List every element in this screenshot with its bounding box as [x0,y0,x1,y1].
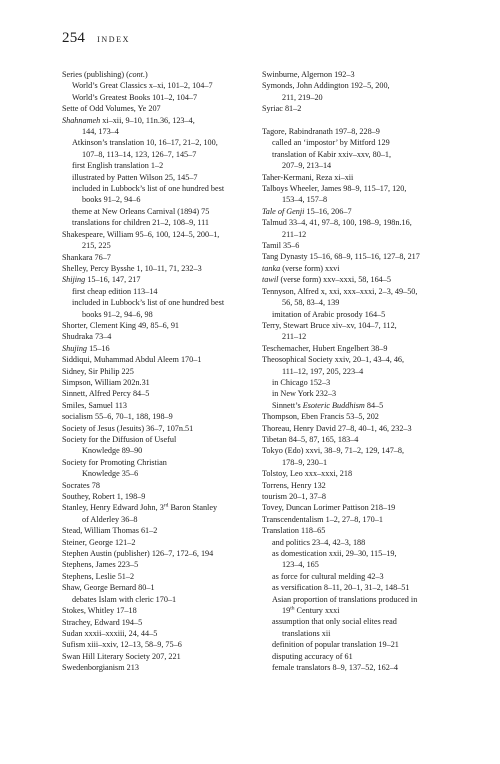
index-subentry [262,616,472,627]
index-entry [262,445,472,456]
index-subentry [262,594,472,605]
index-subentry [62,309,262,320]
index-entry-text: Theosophical Society xxiv, 20–1, 43–4, 46, [262,355,405,365]
index-entry-text: translation of Kabir xxiv–xxv, 80–1, [272,149,392,159]
index-subentry [62,172,262,183]
index-entry [262,126,472,137]
index-entry-text: Tovey, Duncan Lorimer Pattison 218–19 [262,503,396,513]
index-entry [62,331,262,342]
index-entry-text: 153–4, 157–8 [282,195,328,205]
index-subentry [262,377,472,388]
index-entry-text: Smiles, Samuel 113 [62,400,127,410]
index-entry [62,366,262,377]
index-entry-superscript: rd [163,502,169,509]
index-entry-text: socialism 55–6, 70–1, 188, 198–9 [62,412,173,422]
index-subentry [62,126,262,137]
index-subentry [262,366,472,377]
index-entry-text: 144, 173–4 [82,127,119,137]
index-entry [62,639,262,650]
index-entry-text: Talboys Wheeler, James 98–9, 115–17, 120, [262,184,407,194]
index-entry-text: 123–4, 165 [282,560,319,570]
index-subentry [262,559,472,570]
index-entry [262,434,472,445]
index-entry-text: Tamil 35–6 [262,241,300,251]
index-entry-text: Sinnett’s [272,400,303,410]
index-column-right [262,69,472,674]
index-entry-italic-term: Tale of Genji [262,206,305,216]
index-subentry [262,548,472,559]
index-entry [262,263,472,274]
index-entry [62,502,262,513]
index-entry-text: Asian proportion of translations produced in [272,594,418,604]
index-entry-italic-term: tawil [262,275,279,285]
index-subentry [262,400,472,411]
index-entry-text: theme at New Orleans Carnival (1894) 75 [72,206,210,216]
index-entry [62,69,262,80]
index-entry-text: Shelley, Percy Bysshe 1, 10–11, 71, 232–3 [62,263,202,273]
index-entry-text: Series (publishing) ( [62,70,129,79]
index-entry [62,548,262,559]
index-entry-text: first English translation 1–2 [72,161,164,171]
index-entry-text: books 91–2, 94–6, 98 [82,309,153,319]
index-subentry [262,537,472,548]
index-subentry [62,183,262,194]
index-entry [262,525,472,536]
index-entry [62,434,262,445]
index-entry-text: Sufism xiii–xxiv, 12–13, 58–9, 75–6 [62,640,182,650]
index-subentry [262,137,472,148]
index-entry [262,103,472,114]
index-subentry [62,297,262,308]
index-entry-text: Stephens, Leslie 51–2 [62,571,135,581]
index-entry-text: in Chicago 152–3 [272,377,331,387]
index-subentry [62,594,262,605]
index-entry-italic-term: Shijing [62,275,86,285]
index-entry-text: as versification 8–11, 20–1, 31–2, 148–51 [272,583,410,593]
index-entry [262,423,472,434]
index-entry [262,343,472,354]
index-entry-text: in New York 232–3 [272,389,337,399]
index-subentry [262,92,472,103]
index-subentry [62,240,262,251]
index-subentry [262,571,472,582]
index-entry-italic-term: Esoteric Buddhism [302,400,365,410]
index-subentry [262,388,472,399]
index-entry-text: definition of popular translation 19–21 [272,640,399,650]
index-entry [62,491,262,502]
index-subentry [262,309,472,320]
index-entry [262,217,472,228]
index-subentry [262,160,472,171]
index-entry-text: assumption that only social elites read [272,617,397,627]
index-entry-superscript: th [290,605,295,612]
index-entry-text: called an ‘impostor’ by Mitford 129 [272,138,390,148]
index-entry-text: imitation of Arabic prosody 164–5 [272,309,386,319]
index-entry-text: Symonds, John Addington 192–5, 200, [262,81,390,91]
index-entry-text: Torrens, Henry 132 [262,480,326,490]
index-entry-text: first cheap edition 113–14 [72,286,158,296]
index-subentry [62,92,262,103]
index-entry [62,617,262,628]
index-subentry [62,80,262,91]
index-entry [62,559,262,570]
index-entry-text: Society for the Diffusion of Useful [62,435,177,444]
index-entry [62,537,262,548]
index-entry-text: Taher-Kermani, Reza xi–xii [262,172,354,182]
index-entry-text: Southey, Robert 1, 198–9 [62,492,146,502]
index-entry-text: Shudraka 73–4 [62,332,112,342]
index-entry-text: disputing accuracy of 61 [272,651,353,661]
index-entry-text: 111–12, 197, 205, 223–4 [282,366,364,376]
index-entry-text: Stokes, Whitley 17–18 [62,606,137,616]
index-entry-italic-term: Shahnameh [62,115,101,125]
index-entry-text: Thoreau, Henry David 27–8, 40–1, 46, 232–3 [262,423,412,433]
index-entry [62,662,262,673]
index-entry-text: Swinburne, Algernon 192–3 [262,70,355,79]
index-entry-italic-term: tanka [262,263,281,273]
index-entry-text: World’s Greatest Books 101–2, 104–7 [72,92,198,102]
index-entry [62,571,262,582]
index-entry-text: ) [145,70,148,79]
index-subentry [62,445,262,456]
index-subentry [62,286,262,297]
index-entry-text: Talmud 33–4, 41, 97–8, 100, 198–9, 198n.16, [262,218,412,228]
index-entry-text: Socrates 78 [62,480,100,490]
index-entry-text: Tolstoy, Leo xxx–xxxi, 218 [262,469,353,479]
index-entry-text: 207–9, 213–14 [282,161,332,171]
index-entry-text: xi–xii, 9–10, 11n.36, 123–4, [100,115,195,125]
index-entry [62,605,262,616]
index-subentry [62,137,262,148]
index-entry-italic-term: Shujing [62,343,88,353]
index-entry-text: Sette of Odd Volumes, Ye 207 [62,104,161,114]
index-entry-text: 178–9, 230–1 [282,457,328,467]
index-entry [62,480,262,491]
index-entry [262,468,472,479]
index-entry-text: Translation 118–65 [262,526,326,536]
index-entry-italic-term: cont. [128,70,146,79]
index-entry-text: of Alderley 36–8 [82,514,138,524]
index-subentry [262,297,472,308]
index-entry-text: 56, 58, 83–4, 139 [282,298,340,308]
index-subentry [262,651,472,662]
index-entry [62,423,262,434]
index-entry [62,274,262,285]
index-subentry [262,229,472,240]
index-entry-text: Sudan xxxii–xxxiii, 24, 44–5 [62,628,158,638]
index-entry-text: Teschemacher, Hubert Engelbert 38–9 [262,343,388,353]
index-entry [262,286,472,297]
index-entry [62,457,262,468]
index-column-left [62,69,262,674]
index-entry-text: illustrated by Patten Wilson 25, 145–7 [72,172,198,182]
index-subentry [262,582,472,593]
index-entry [262,354,472,365]
index-entry-text: included in Lubbock’s list of one hundred best [72,298,225,308]
index-subentry [62,149,262,160]
index-entry [262,183,472,194]
index-entry-text: (verse form) xxvi [280,263,340,273]
index-entry-text: included in Lubbock’s list of one hundred best [72,184,225,194]
index-entry-text: (verse form) xxv–xxxi, 58, 164–5 [278,275,391,285]
index-entry [62,411,262,422]
index-entry [262,206,472,217]
index-entry-text: female translators 8–9, 137–52, 162–4 [272,663,398,673]
index-entry [62,651,262,662]
index-subentry [262,628,472,639]
index-entry-text: Swan Hill Literary Society 207, 221 [62,651,181,661]
running-title: index [97,33,130,45]
index-entry [62,115,262,126]
index-entry [62,229,262,240]
index-entry-text: Simpson, William 202n.31 [62,377,150,387]
index-entry-text: Baron Stanley [168,503,218,513]
index-subentry [262,149,472,160]
index-entry-text: Stephen Austin (publisher) 126–7, 172–6, 194 [62,549,214,559]
index-entry-text: and politics 23–4, 42–3, 188 [272,537,366,547]
index-entry [262,172,472,183]
index-entry [62,252,262,263]
index-entry-text: Shorter, Clement King 49, 85–6, 91 [62,320,180,330]
index-entry [262,411,472,422]
index-entry [62,377,262,388]
index-entry [262,480,472,491]
index-entry-text: 215, 225 [82,241,111,251]
index-entry [262,502,472,513]
index-entry-text: Sidney, Sir Philip 225 [62,366,134,376]
index-entry-text: 107–8, 113–14, 123, 126–7, 145–7 [82,149,197,159]
index-entry-text: Stead, William Thomas 61–2 [62,526,158,536]
index-entry-text: 211–12 [282,229,307,239]
index-entry [62,103,262,114]
index-entry-text: Tang Dynasty 15–16, 68–9, 115–16, 127–8, 217 [262,252,420,262]
index-entry-text: as force for cultural melding 42–3 [272,571,384,581]
index-entry-text: 15–16, 206–7 [304,206,352,216]
index-entry-text: translations for children 21–2, 108–9, 111 [72,218,209,228]
index-entry-text: World’s Great Classics x–xi, 101–2, 104–7 [72,81,213,91]
index-entry [262,251,472,262]
index-subentry [62,206,262,217]
index-entry [62,525,262,536]
index-entry-text: Stanley, Henry Edward John, 3 [62,503,164,513]
index-subentry [62,194,262,205]
index-entry-text: Knowledge 89–90 [82,446,143,456]
index-subentry [262,605,472,616]
index-subentry [262,639,472,650]
index-entry [262,320,472,331]
index-entry-text: Tibetan 84–5, 87, 165, 183–4 [262,434,359,444]
index-entry-text: 211–12 [282,332,307,342]
index-entry-text: Knowledge 35–6 [82,469,139,479]
index-entry [62,388,262,399]
index-entry-text: debates Islam with cleric 170–1 [72,594,177,604]
index-subentry [62,468,262,479]
index-entry-text: Sinnett, Alfred Percy 84–5 [62,389,150,399]
index-entry-text: Century xxxi [294,606,340,616]
index-entry [262,514,472,525]
index-entry-text: Tagore, Rabindranath 197–8, 228–9 [262,127,380,137]
index-entry-text: translations xii [282,628,331,638]
index-entry-text: Tennyson, Alfred x, xxi, xxx–xxxi, 2–3, 49–50, [262,286,418,296]
index-entry [262,491,472,502]
index-entry-text: Siddiqui, Muhammad Abdul Aleem 170–1 [62,355,202,365]
page-number: 254 [62,30,86,46]
index-subentry [262,194,472,205]
index-entry [262,69,472,80]
index-entry-text: Atkinson’s translation 10, 16–17, 21–2, 100, [72,138,218,148]
index-entry-text: Transcendentalism 1–2, 27–8, 170–1 [262,514,383,524]
index-entry-text: Terry, Stewart Bruce xiv–xv, 104–7, 112, [262,320,397,330]
index-entry [262,240,472,251]
index-entry-text: 15–16, 147, 217 [85,275,141,285]
index-entry [62,320,262,331]
index-entry [62,582,262,593]
index-entry-text: Strachey, Edward 194–5 [62,617,143,627]
page-header [62,30,130,47]
index-subentry [262,457,472,468]
index-entry-text: Shakespeare, William 95–6, 100, 124–5, 200–1, [62,229,220,239]
index-entry-text: Swedenborgianism 213 [62,663,139,673]
index-entry-text: books 91–2, 94–6 [82,195,141,205]
index-entry-text: Society of Jesus (Jesuits) 36–7, 107n.51 [62,423,194,433]
index-entry-text: tourism 20–1, 37–8 [262,492,326,502]
index-entry-text: Stephens, James 223–5 [62,560,139,570]
index-subentry [62,514,262,525]
index-entry-text: 15–16 [87,343,110,353]
index-entry-text: 211, 219–20 [282,92,323,102]
index-entry-text: Thompson, Eben Francis 53–5, 202 [262,412,379,422]
index-entry [62,354,262,365]
index-entry [262,274,472,285]
index-entry-text: 19 [282,606,291,616]
index-entry-text: 84–5 [364,400,384,410]
index-entry-text: Society for Promoting Christian [62,457,167,467]
index-entry-text: as domestication xxii, 29–30, 115–19, [272,549,397,559]
index-entry [62,263,262,274]
index-entry [262,80,472,91]
index-entry-text: Syriac 81–2 [262,104,302,114]
index-entry [62,343,262,354]
index-subentry [262,331,472,342]
index-entry [62,400,262,411]
index-entry-text: Shankara 76–7 [62,252,111,262]
index-letter-gap [262,115,472,126]
index-subentry [62,160,262,171]
index-entry-text: Tokyo (Edo) xxvi, 38–9, 71–2, 129, 147–8, [262,446,405,456]
index-subentry [262,662,472,673]
index-entry [62,628,262,639]
index-entry-text: Steiner, George 121–2 [62,537,136,547]
index-subentry [62,217,262,228]
index-entry-text: Shaw, George Bernard 80–1 [62,583,155,593]
